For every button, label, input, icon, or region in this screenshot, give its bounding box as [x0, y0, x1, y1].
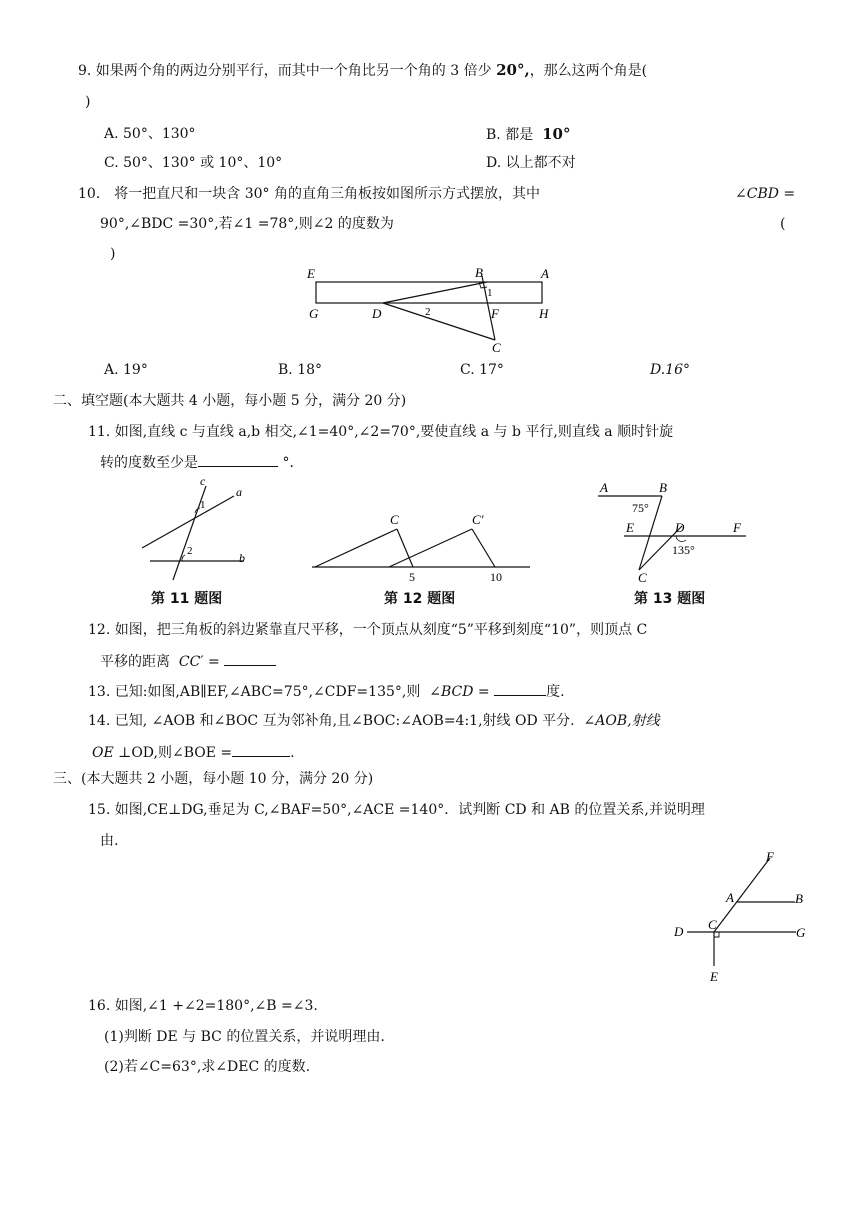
label-b: b [239, 551, 245, 565]
triangle-side-db [383, 282, 487, 303]
right-angle-mark [714, 932, 719, 937]
q12-line2: 平移的距离 CC′ = [100, 651, 276, 672]
label-e: E [307, 266, 315, 281]
q9-option-d: D. 以上都不对 [486, 155, 576, 171]
angle-75-label: 75° [632, 501, 649, 515]
q10-option-c: C. 17° [460, 362, 504, 378]
tick-10: 10 [490, 570, 502, 584]
q10-paren-open: ( [780, 216, 786, 232]
label-c: C [708, 917, 717, 932]
ray-cf [714, 858, 770, 932]
q13-line: 13. 已知:如图,AB∥EF,∠ABC=75°,∠CDF=135°,则 ∠BCD = 度. [88, 681, 565, 702]
label-b: B [659, 480, 667, 495]
label-h: H [539, 306, 549, 321]
q9-option-c: C. 50°、130° 或 10°、10° [104, 155, 283, 171]
label-e: E [626, 520, 634, 535]
label-c: C [390, 512, 399, 527]
q12-figure [312, 506, 532, 586]
label-d: D [675, 520, 685, 535]
angle-2-label: 2 [187, 545, 193, 557]
q9-line2: ) [85, 94, 91, 110]
label-c: C [492, 340, 501, 354]
q11-figure-caption: 第 11 题图 [151, 591, 223, 607]
label-f: F [491, 306, 499, 321]
angle-1-label: 1 [200, 499, 206, 511]
line-a [142, 496, 234, 548]
label-a: A [600, 480, 608, 495]
q9-option-b: B. 都是 10° [486, 125, 571, 143]
label-c-prime: C′ [472, 512, 484, 527]
q11-figure [136, 476, 256, 584]
q15-line2: 由. [100, 833, 119, 849]
triangle-side-dc [383, 303, 495, 340]
q15-line1: 15. 如图,CE⊥DG,垂足为 C,∠BAF=50°,∠ACE =140°．试判断 CD 和 AB 的位置关系,并说明理 [88, 802, 705, 818]
q11-answer-blank[interactable] [198, 452, 278, 467]
label-a: A [541, 266, 549, 281]
q16-part1: (1)判断 DE 与 BC 的位置关系，并说明理由. [104, 1029, 385, 1045]
q15-figure [670, 846, 820, 986]
label-b: B [475, 265, 483, 280]
q12-answer-blank[interactable] [224, 651, 276, 666]
q9-line1: 9. 如果两个角的两边分别平行，而其中一个角比另一个角的 3 倍少 20°,，那么这两个角是( [78, 61, 648, 79]
ruler [316, 282, 542, 303]
q11-line1: 11. 如图,直线 c 与直线 a,b 相交,∠1=40°,∠2=70°,要使直线 a 与 b 平行,则直线 a 顺时针旋 [88, 424, 674, 440]
q12-line1: 12. 如图，把三角板的斜边紧靠直尺平移，一个顶点从刻度“5”平移到刻度“10”，则顶点 C [88, 622, 648, 638]
label-e: E [710, 969, 718, 984]
label-d: D [372, 306, 382, 321]
q13-answer-blank[interactable] [494, 681, 546, 696]
label-a: a [236, 485, 242, 499]
q14-line2: OE ⊥OD,则∠BOE = . [92, 742, 295, 763]
section-2-title: 二、填空题(本大题共 4 小题，每小题 5 分，满分 20 分) [53, 393, 407, 409]
label-g: G [309, 306, 319, 321]
q10-line1: 10． 将一把直尺和一块含 30° 角的直角三角板按如图所示方式摆放，其中 [78, 186, 540, 202]
q10-angle-cbd: ∠CBD = [735, 186, 796, 202]
angle-2-label: 2 [425, 306, 431, 318]
label-f: F [766, 849, 774, 864]
q14-answer-blank[interactable] [232, 742, 290, 757]
q13-figure [596, 478, 756, 588]
label-b: B [795, 891, 803, 906]
q16-line1: 16. 如图,∠1 +∠2=180°,∠B =∠3. [88, 998, 318, 1014]
q10-paren-close: ) [110, 246, 116, 262]
label-c: c [200, 476, 206, 488]
label-f: F [733, 520, 741, 535]
tick-5: 5 [409, 570, 415, 584]
q10-line2: 90°,∠BDC =30°,若∠1 =78°,则∠2 的度数为 [100, 216, 394, 232]
label-d: D [674, 924, 684, 939]
section-3-title: 三、(本大题共 2 小题，每小题 10 分，满分 20 分) [53, 771, 374, 787]
label-a: A [726, 890, 734, 905]
q11-line2: 转的度数至少是 °． [100, 452, 303, 473]
q12-figure-caption: 第 12 题图 [384, 591, 456, 607]
q10-option-a: A. 19° [104, 362, 148, 378]
q10-option-b: B. 18° [278, 362, 323, 378]
label-g: G [796, 925, 806, 940]
label-c: C [638, 570, 647, 585]
q16-part2: (2)若∠C=63°,求∠DEC 的度数. [104, 1059, 311, 1075]
q14-line1: 14. 已知, ∠AOB 和∠BOC 互为邻补角,且∠BOC:∠AOB=4:1,射线 OD 平分. ∠AOB,射线 [88, 713, 660, 729]
q9-option-a: A. 50°、130° [104, 126, 196, 142]
q10-option-d: D.16° [650, 362, 690, 378]
angle-135-label: 135° [672, 543, 695, 557]
q13-figure-caption: 第 13 题图 [634, 591, 706, 607]
q10-figure [305, 262, 565, 354]
angle-1-label: 1 [487, 287, 493, 299]
